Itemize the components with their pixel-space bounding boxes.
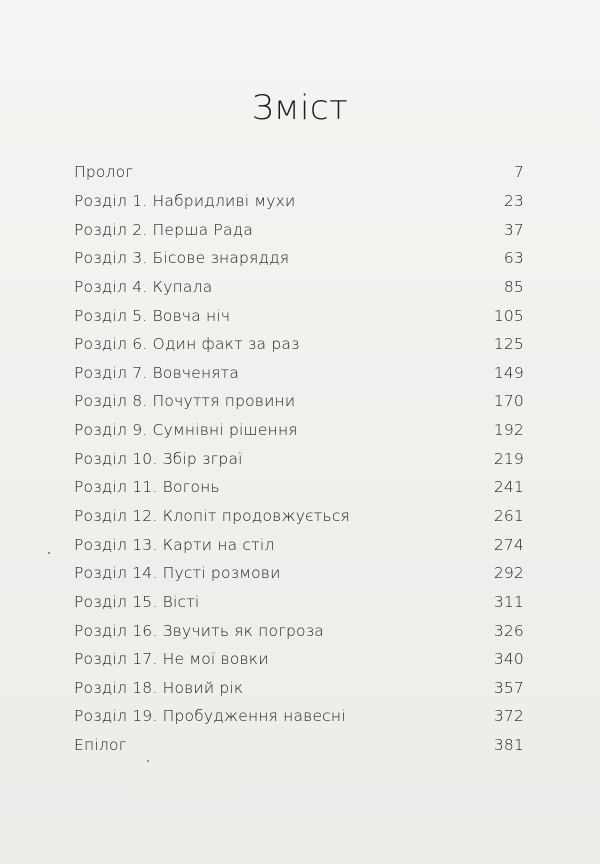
toc-entry[interactable] bbox=[74, 158, 524, 187]
toc-entry[interactable] bbox=[74, 444, 524, 473]
toc-entry[interactable] bbox=[74, 645, 524, 674]
entry-page-number: 63 bbox=[503, 249, 524, 268]
entry-title: Розділ 16. Звучить як погроза bbox=[74, 621, 325, 640]
entry-page-number: 357 bbox=[493, 678, 524, 697]
entry-page-number: 7 bbox=[513, 163, 524, 182]
entry-page-number: 241 bbox=[493, 478, 524, 497]
entry-title: Розділ 1. Набридливі мухи bbox=[74, 191, 296, 210]
entry-page-number: 219 bbox=[493, 449, 524, 468]
entry-page-number: 192 bbox=[493, 421, 524, 440]
entry-page-number: 372 bbox=[493, 707, 524, 726]
toc-entry[interactable] bbox=[74, 473, 524, 502]
entry-page-number: 105 bbox=[493, 306, 524, 325]
toc-entry[interactable] bbox=[74, 616, 524, 645]
entry-title: Розділ 10. Збір зграї bbox=[74, 449, 243, 468]
entry-page-number: 125 bbox=[493, 335, 524, 354]
toc-entry[interactable] bbox=[74, 244, 524, 273]
entry-title: Епілог bbox=[74, 736, 127, 755]
entry-title: Розділ 9. Сумнівні рішення bbox=[74, 421, 298, 440]
entry-title: Розділ 5. Вовча ніч bbox=[74, 306, 231, 325]
entry-title: Розділ 19. Пробудження навесні bbox=[74, 707, 346, 726]
toc-entry[interactable] bbox=[74, 187, 524, 216]
toc-entry[interactable] bbox=[74, 702, 524, 731]
entry-title: Пролог bbox=[74, 163, 134, 182]
entry-page-number: 311 bbox=[493, 592, 524, 611]
toc-entry[interactable] bbox=[74, 215, 524, 244]
entry-page-number: 37 bbox=[503, 220, 524, 239]
page-title: Зміст bbox=[251, 88, 349, 128]
toc-entry[interactable] bbox=[74, 559, 524, 588]
entry-title: Розділ 4. Купала bbox=[74, 277, 213, 296]
ink-speck bbox=[147, 760, 149, 762]
entry-page-number: 23 bbox=[503, 191, 524, 210]
table-of-contents bbox=[74, 158, 524, 759]
entry-title: Розділ 13. Карти на стіл bbox=[74, 535, 275, 554]
toc-entry[interactable] bbox=[74, 674, 524, 703]
entry-title: Розділ 15. Вісті bbox=[74, 592, 200, 611]
toc-entry[interactable] bbox=[74, 502, 524, 531]
entry-page-number: 149 bbox=[493, 363, 524, 382]
toc-entry[interactable] bbox=[74, 273, 524, 302]
entry-page-number: 274 bbox=[493, 535, 524, 554]
entry-title: Розділ 11. Вогонь bbox=[74, 478, 220, 497]
entry-title: Розділ 2. Перша Рада bbox=[74, 220, 254, 239]
entry-title: Розділ 3. Бісове знаряддя bbox=[74, 249, 290, 268]
toc-entry[interactable] bbox=[74, 530, 524, 559]
entry-page-number: 261 bbox=[493, 507, 524, 525]
toc-entry[interactable] bbox=[74, 301, 524, 330]
toc-entry[interactable] bbox=[74, 387, 524, 416]
entry-title: Розділ 14. Пусті розмови bbox=[74, 564, 281, 583]
toc-entry[interactable] bbox=[74, 330, 524, 359]
entry-title: Розділ 17. Не мої вовки bbox=[74, 650, 269, 669]
entry-title: Розділ 6. Один факт за раз bbox=[74, 335, 300, 354]
entry-page-number: 340 bbox=[493, 650, 524, 669]
entry-title: Розділ 7. Вовченята bbox=[74, 363, 240, 382]
toc-entry[interactable] bbox=[74, 416, 524, 445]
entry-page-number: 170 bbox=[493, 392, 524, 411]
entry-page-number: 326 bbox=[493, 621, 524, 640]
entry-page-number: 85 bbox=[503, 277, 524, 296]
toc-entry[interactable] bbox=[74, 731, 524, 760]
ink-speck bbox=[48, 552, 50, 554]
entry-title: Розділ 8. Почуття провини bbox=[74, 392, 296, 411]
entry-title: Розділ 12. Клопіт продовжується bbox=[74, 507, 350, 525]
toc-entry[interactable] bbox=[74, 588, 524, 617]
entry-page-number: 292 bbox=[493, 564, 524, 583]
entry-page-number: 381 bbox=[493, 736, 524, 755]
toc-entry[interactable] bbox=[74, 358, 524, 387]
entry-title: Розділ 18. Новий рік bbox=[74, 678, 244, 697]
